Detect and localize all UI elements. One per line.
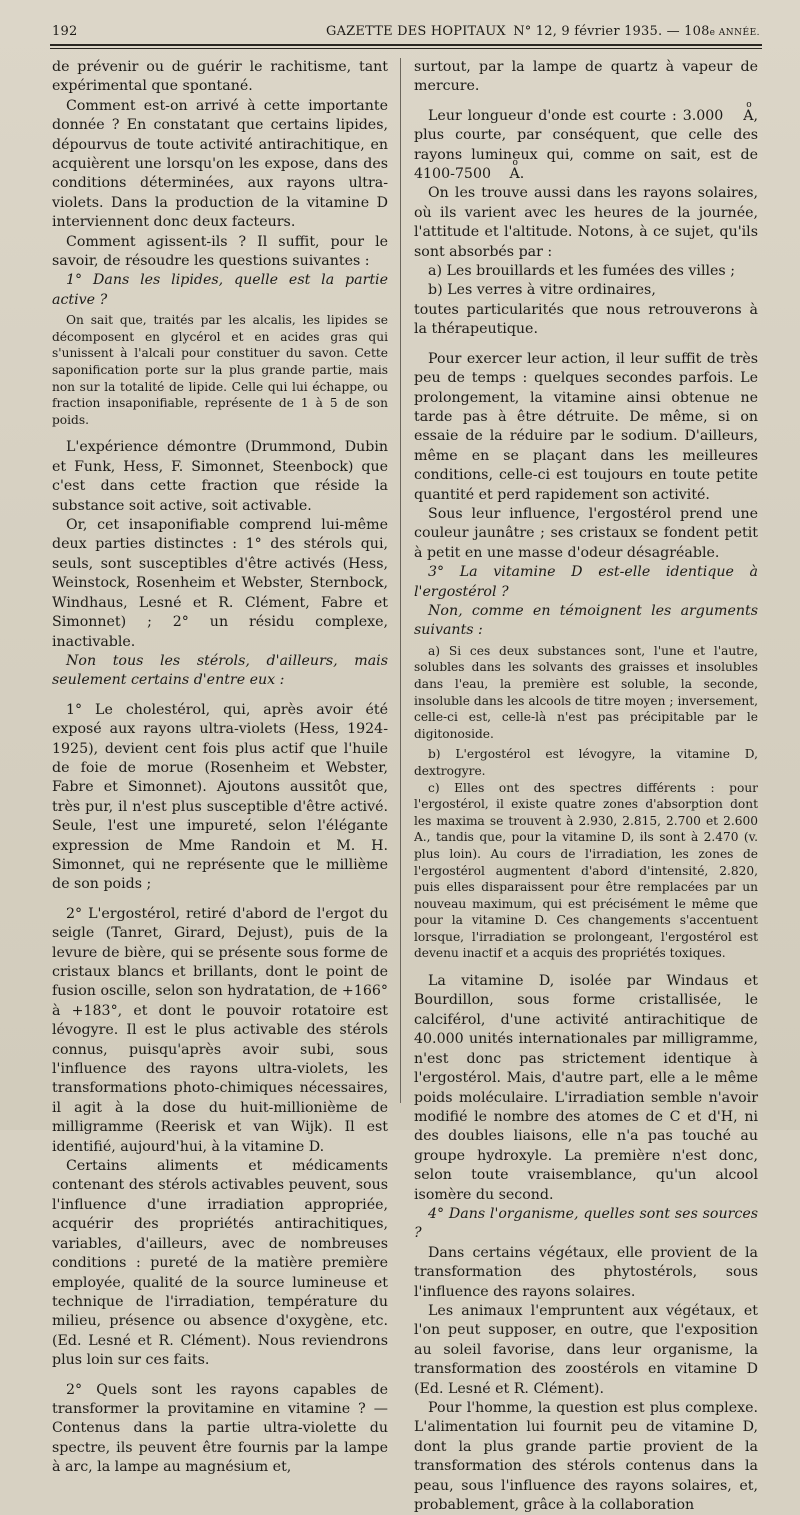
paragraph: de prévenir ou de guérir le rachitisme, tant expérimental que spontané.: [52, 59, 388, 95]
text-run: , plus courte, par conséquent, que celle des rayons lumineux qui, comme on sait, est de 4100-7500: [414, 107, 758, 183]
small-print-paragraph: a) Si ces deux substances sont, l'une et l'autre, solubles dans les solvants des graisses et insolubles dans l'eau, la première est soluble, la seconde, insoluble dans les alcools de titre moyen ; inversement, celle-ci est, celle-là n'est pas précipitable par le digitonoside.: [414, 643, 758, 741]
angstrom-unit: o A: [496, 165, 520, 184]
angstrom-unit: o A: [729, 107, 753, 126]
small-print-paragraph: b) L'ergostérol est lévogyre, la vitamine D, dextrogyre.: [414, 747, 758, 778]
text-run: Leur longueur d'onde est courte : 3.000: [428, 107, 724, 124]
paragraph: Comment est-on arrivé à cette importante donnée ? En constatant que certains lipides, dépourvus de toute activité antirachitique, en acquièrent une lorsqu'on les expose, dans des conditions déterminées, aux rayons ultra-violets. Dans la production de la vitamine D interviennent donc deux facteurs.: [52, 97, 388, 231]
paragraph: 2° L'ergostérol, retiré d'abord de l'ergot du seigle (Tanret, Girard, Dejust), puis de la levure de bière, qui se présente sous forme de cristaux blancs et brillants, dont le point de fusion oscille, selon son hydratation, de +166° à +183°, et dont le pouvoir rotatoire est lévogyre. Il est le plus activable des stérols connus, puisqu'après avoir subi, sous l'influence des rayons ultra-violets, les transformations photo-chimiques nécessaires, il agit à la dose du huit-millionième de milligramme (Reerisk et van Wijk). Il est identifié, aujourd'hui, à la vitamine D.: [52, 905, 388, 1155]
paragraph: Comment agissent-ils ? Il suffit, pour le savoir, de résoudre les questions suivantes :: [52, 233, 388, 270]
paragraph: Dans certains végétaux, elle provient de la transformation des phytostérols, sous l'influence des rayons solaires.: [414, 1244, 758, 1300]
paragraph: 1° Le cholestérol, qui, après avoir été exposé aux rayons ultra-violets (Hess, 1924-1925), devient cent fois plus actif que l'huile de foie de morue (Rosenheim et Webster, Fabre et Simonnet). Ajoutons aussitôt que, très pur, il n'est plus susceptible d'être activé. Seule, l'est une impureté, selon l'élégante expression de Mme Randoin et M. H. Simonnet, qui ne représente que le millième de son poids ;: [52, 701, 388, 893]
list-item: b) Les verres à vitre ordinaires,: [428, 282, 656, 299]
paragraph: On les trouve aussi dans les rayons solaires, où ils varient avec les heures de la journée, l'attitude et l'altitude. Notons, à ce sujet, qu'ils sont absorbés par :: [414, 185, 758, 260]
issue-suffix: e ANNÉE.: [709, 28, 760, 38]
paragraph: surtout, par la lampe de quartz à vapeur de mercure.: [414, 59, 758, 95]
issue-text: N° 12, 9 février 1935. — 108: [513, 24, 710, 39]
paragraph: Pour l'homme, la question est plus complexe. L'alimentation lui fournit peu de vitamine D, dont la plus grande partie provient de la transformation des stérols contenus dans la peau, sous l'influence des rayons solaires, et, probablement, grâce à la collaboration: [414, 1400, 758, 1514]
question-heading: 1° Dans les lipides, quelle est la partie active ?: [52, 272, 388, 308]
paragraph: Non, comme en témoignent les arguments suivants :: [414, 602, 758, 639]
journal-title: GAZETTE DES HOPITAUX: [326, 24, 506, 39]
question-heading: 2° Quels sont les rayons capables de transformer la provitamine en vitamine ? — Contenus dans la partie ultra-violette du spectre, ils peuvent être fournis par la lampe à arc, la lampe au magnésium et,: [52, 1381, 388, 1476]
right-column: [414, 58, 758, 1515]
list-item: a) Les brouillards et les fumées des villes ;: [428, 263, 735, 280]
paragraph: La vitamine D, isolée par Windaus et Bourdillon, sous forme cristallisée, le calciférol, d'une activité antirachitique de 40.000 unités internationales par milligramme, n'est donc pas strictement identique à l'ergostérol. Mais, d'autre part, elle a le même poids moléculaire. L'irradiation semble n'avoir modifié le nombre des atomes de C et d'H, ni des doubles liaisons, elle n'a pas touché au groupe hydroxyle. La première n'est donc, selon toute vraisemblance, qu'un alcool isomère du second.: [414, 973, 758, 1203]
paragraph: toutes particularités que nous retrouverons à la thérapeutique.: [414, 301, 758, 338]
issue-info: [513, 24, 760, 39]
paragraph: Non tous les stérols, d'ailleurs, mais seulement certains d'entre eux :: [52, 652, 388, 689]
small-print-paragraph: On sait que, traités par les alcalis, les lipides se décomposent en glycérol et en acides gras qui s'unissent à l'alcali pour constituer du savon. Cette saponification porte sur la plus grande partie, mais non sur la totalité de lipide. Celle qui lui échappe, ou fraction insaponifiable, représente de 1 à 5 de son poids.: [52, 313, 388, 427]
page-header: [50, 20, 762, 44]
left-column: [52, 58, 388, 1478]
question-heading: 3° La vitamine D est-elle identique à l'ergostérol ?: [414, 564, 758, 600]
column-divider: [400, 58, 401, 1103]
paragraph: Certains aliments et médicaments contenant des stérols activables peuvent, sous l'influence d'une irradiation appropriée, acquérir des propriétés antirachitiques, variables, d'ailleurs, avec de nombreuses conditions : pureté de la matière première employée, qualité de la source lumineuse et technique de l'irradiation, température du milieu, présence ou absence d'oxygène, etc. (Ed. Lesné et R. Clément). Nous reviendrons plus loin sur ces faits.: [52, 1158, 388, 1369]
paragraph: L'expérience démontre (Drummond, Dubin et Funk, Hess, F. Simonnet, Steenbock) que c'est dans cette fraction que réside la substance soit active, soit activable.: [52, 439, 388, 514]
text-run: .: [519, 166, 525, 183]
paragraph: Les animaux l'empruntent aux végétaux, et l'on peut supposer, en outre, que l'exposition au soleil favorise, dans leur organisme, la transformation des zoostérols en vitamine D (Ed. Lesné et R. Clément).: [414, 1302, 758, 1397]
question-heading: 4° Dans l'organisme, quelles sont ses sources ?: [414, 1205, 758, 1242]
paragraph: Pour exercer leur action, il leur suffit de très peu de temps : quelques secondes parfois. Le prolongement, la vitamine ainsi obtenue ne tarde pas à être détruite. De même, si on essaie de la réduire par le sodium. D'ailleurs, même en se plaçant dans les meilleures conditions, celle-ci est toujours en toute petite quantité et perd rapidement son activité.: [414, 350, 758, 503]
paragraph: Sous leur influence, l'ergostérol prend une couleur jaunâtre ; ses cristaux se fondent petit à petit en une masse d'odeur désagréable.: [414, 505, 758, 561]
paragraph: Or, cet insaponifiable comprend lui-même deux parties distinctes : 1° des stérols qui, seuls, sont susceptibles d'être activés (Hess, Weinstock, Rosenheim et Webster, Sternbock, Windhaus, Lesné et R. Clément, Fabre et Simonnet) ; 2° un résidu complexe, inactivable.: [52, 517, 388, 650]
header-rule: [50, 44, 762, 46]
header-rule-thin: [50, 48, 762, 49]
paragraph: [414, 107, 758, 185]
page-number: 192: [52, 24, 78, 39]
small-print-paragraph: c) Elles ont des spectres différents : pour l'ergostérol, il existe quatre zones d'absorption dont les maxima se trouvent à 2.930, 2.815, 2.700 et 2.600 A., tandis que, pour la vitamine D, ils sont à 2.470 (v. plus loin). Au cours de l'irradiation, les zones de l'ergostérol augmentent d'abord d'intensité, 2.820, puis elles disparaissent pour être remplacées par un nouveau maximum, qui est précisément le même que pour la vitamine D. Ces changements s'accentuent lorsque, l'irradiation se prolongeant, l'ergostérol est devenu inactif et a acquis des propriétés toxiques.: [414, 780, 758, 961]
